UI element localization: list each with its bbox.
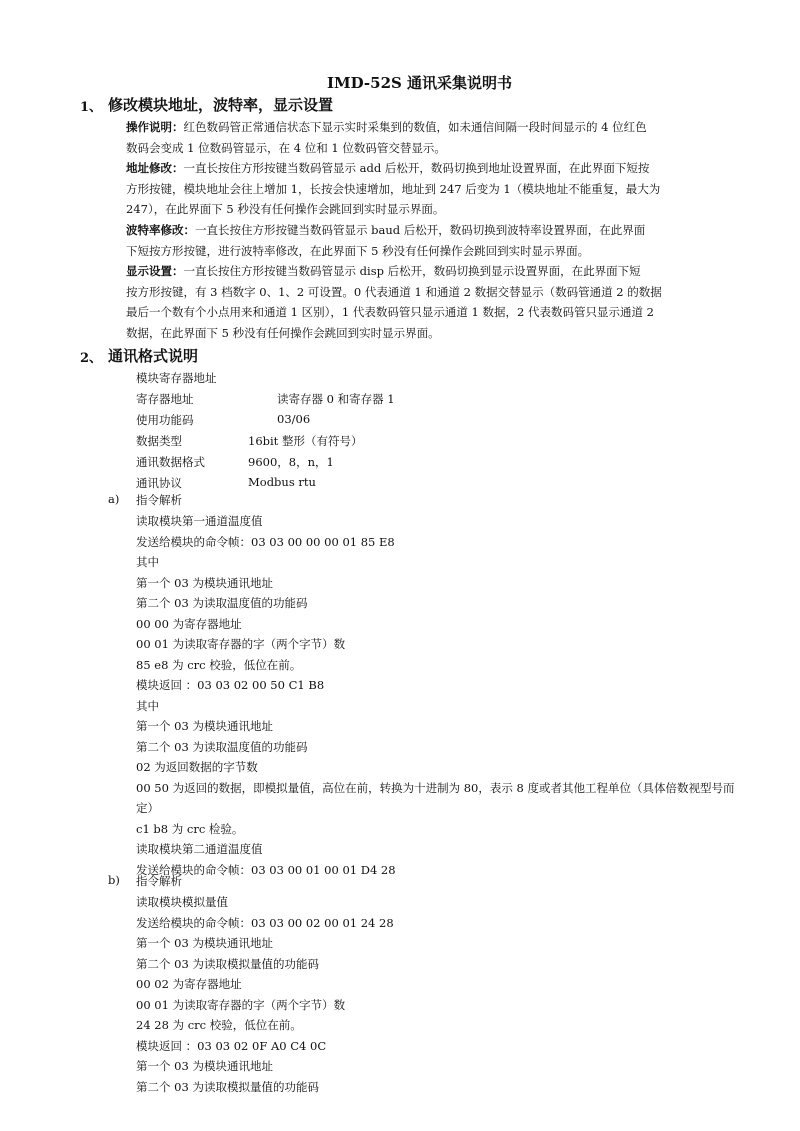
paragraph-line: [126, 117, 647, 138]
paragraph-line: 247），在此界面下 5 秒没有任何操作会跳回到实时显示界面。: [126, 202, 445, 217]
paragraph-line: 数码会变成 1 位数码管显示，在 4 位和 1 位数码管交替显示。: [126, 140, 446, 155]
table-value: 03/06: [277, 412, 311, 426]
list-b-line: 第一个 03 为模块通讯地址: [136, 936, 273, 950]
table-value: Modbus rtu: [248, 475, 316, 489]
section-2-number: 2、: [80, 351, 103, 366]
list-a-line: 读取模块第二通道温度值: [136, 842, 263, 856]
list-b-line: 第一个 03 为模块通讯地址: [136, 1059, 273, 1073]
list-a-line: 发送给模块的命令帧：03 03 00 01 00 01 D4 28: [136, 862, 396, 877]
paragraph-line: [126, 158, 649, 179]
list-a-line: 读取模块第一通道温度值: [136, 514, 263, 528]
list-a-line: c1 b8 为 crc 检验。: [136, 821, 244, 836]
table-key: 数据类型: [136, 434, 182, 448]
list-marker-a: a): [108, 492, 120, 506]
list-a-line: 发送给模块的命令帧：03 03 00 00 00 01 85 E8: [136, 534, 395, 549]
paragraph-text: 一直长按住方形按键当数码管显示 baud 后松开，数码切换到波特率设置界面，在此界面: [195, 223, 646, 237]
list-a-line: 00 50 为返回的数据，即模拟量值，高位在前，转换为十进制为 80，表示 8 度或者其他工程单位（具体倍数视型号而: [136, 780, 735, 795]
paragraph-line: 数据，在此界面下 5 秒没有任何操作会跳回到实时显示界面。: [126, 326, 440, 340]
list-b-line: 第二个 03 为读取模拟量值的功能码: [136, 956, 319, 971]
table-value: 16bit 整形（有符号）: [248, 434, 363, 448]
paragraph-text: 红色数码管正常通信状态下显示实时采集到的数值，如未通信间隔一段时间显示的 4 位红色: [183, 120, 647, 134]
list-a-line: 模块返回 ：03 03 02 00 50 C1 B8: [136, 678, 325, 692]
list-b-line: 读取模块模拟量值: [136, 895, 228, 909]
list-b-line: 00 02 为寄存器地址: [136, 977, 242, 991]
table-key: 通讯数据格式: [136, 455, 205, 469]
paragraph-text: 一直长按住方形按键当数码管显示 add 后松开，数码切换到地址设置界面，在此界面下短按: [183, 161, 650, 176]
table-value: 9600，8，n，1: [248, 455, 334, 469]
list-b-heading: 指令解析: [136, 874, 182, 888]
list-a-line: 其中: [136, 555, 159, 569]
list-a-line: 第二个 03 为读取温度值的功能码: [136, 739, 308, 754]
list-a-line: 其中: [136, 698, 159, 713]
list-a-line: 85 e8 为 crc 校验，低位在前。: [136, 657, 302, 672]
list-a-line: 定）: [136, 801, 159, 815]
table-value: 读寄存器 0 和寄存器 1: [277, 392, 395, 406]
section-1-number: 1、: [80, 100, 103, 115]
list-a-line: 00 01 为读取寄存器的字（两个字节）数: [136, 637, 346, 651]
paragraph-label: 波特率修改：: [126, 223, 195, 237]
paragraph-label: 操作说明：: [126, 120, 184, 134]
section-2-heading: 通讯格式说明: [108, 347, 199, 365]
list-a-line: 第一个 03 为模块通讯地址: [136, 719, 273, 733]
list-a-line: 第二个 03 为读取温度值的功能码: [136, 596, 308, 610]
paragraph-label: 显示设置：: [126, 264, 184, 279]
paragraph-line: [126, 220, 645, 241]
section-1-heading: 修改模块地址，波特率，显示设置: [108, 96, 334, 114]
register-table-title: 模块寄存器地址: [136, 371, 217, 385]
table-key: 通讯协议: [136, 476, 182, 490]
paragraph-line: [126, 261, 641, 282]
paragraph-label: 地址修改：: [126, 161, 184, 176]
paragraph-line: 最后一个数有个小点用来和通道 1 区别），1 代表数码管只显示通道 1 数据，2 代表数码管只显示通道 2: [126, 305, 654, 320]
paragraph-text: 一直长按住方形按键当数码管显示 disp 后松开，数码切换到显示设置界面，在此界面下短: [183, 264, 641, 279]
list-b-line: 24 28 为 crc 校验，低位在前。: [136, 1018, 302, 1032]
paragraph-line: 下短按方形按键，进行波特率修改，在此界面下 5 秒没有任何操作会跳回到实时显示界面。: [126, 243, 590, 258]
list-b-line: 第二个 03 为读取模拟量值的功能码: [136, 1079, 319, 1094]
table-key: 使用功能码: [136, 413, 194, 427]
paragraph-line: 按方形按键，有 3 档数字 0、1、2 可设置。0 代表通道 1 和通道 2 数据交替显示（数码管通道 2 的数据: [126, 284, 662, 299]
list-a-heading: 指令解析: [136, 493, 182, 507]
list-b-line: 模块返回 ：03 03 02 0F A0 C4 0C: [136, 1038, 327, 1053]
list-marker-b: b): [108, 873, 120, 887]
list-a-line: 02 为返回数据的字节数: [136, 760, 258, 774]
list-b-line: 发送给模块的命令帧：03 03 00 02 00 01 24 28: [136, 915, 394, 930]
table-key: 寄存器地址: [136, 392, 194, 406]
list-b-line: 00 01 为读取寄存器的字（两个字节）数: [136, 997, 346, 1012]
page-title: IMD-52S 通讯采集说明书: [327, 74, 513, 92]
list-a-line: 00 00 为寄存器地址: [136, 616, 242, 631]
list-a-line: 第一个 03 为模块通讯地址: [136, 575, 273, 590]
paragraph-line: 方形按键，模块地址会往上增加 1，长按会快速增加，地址到 247 后变为 1（模块地址不能重复，最大为: [126, 181, 661, 196]
